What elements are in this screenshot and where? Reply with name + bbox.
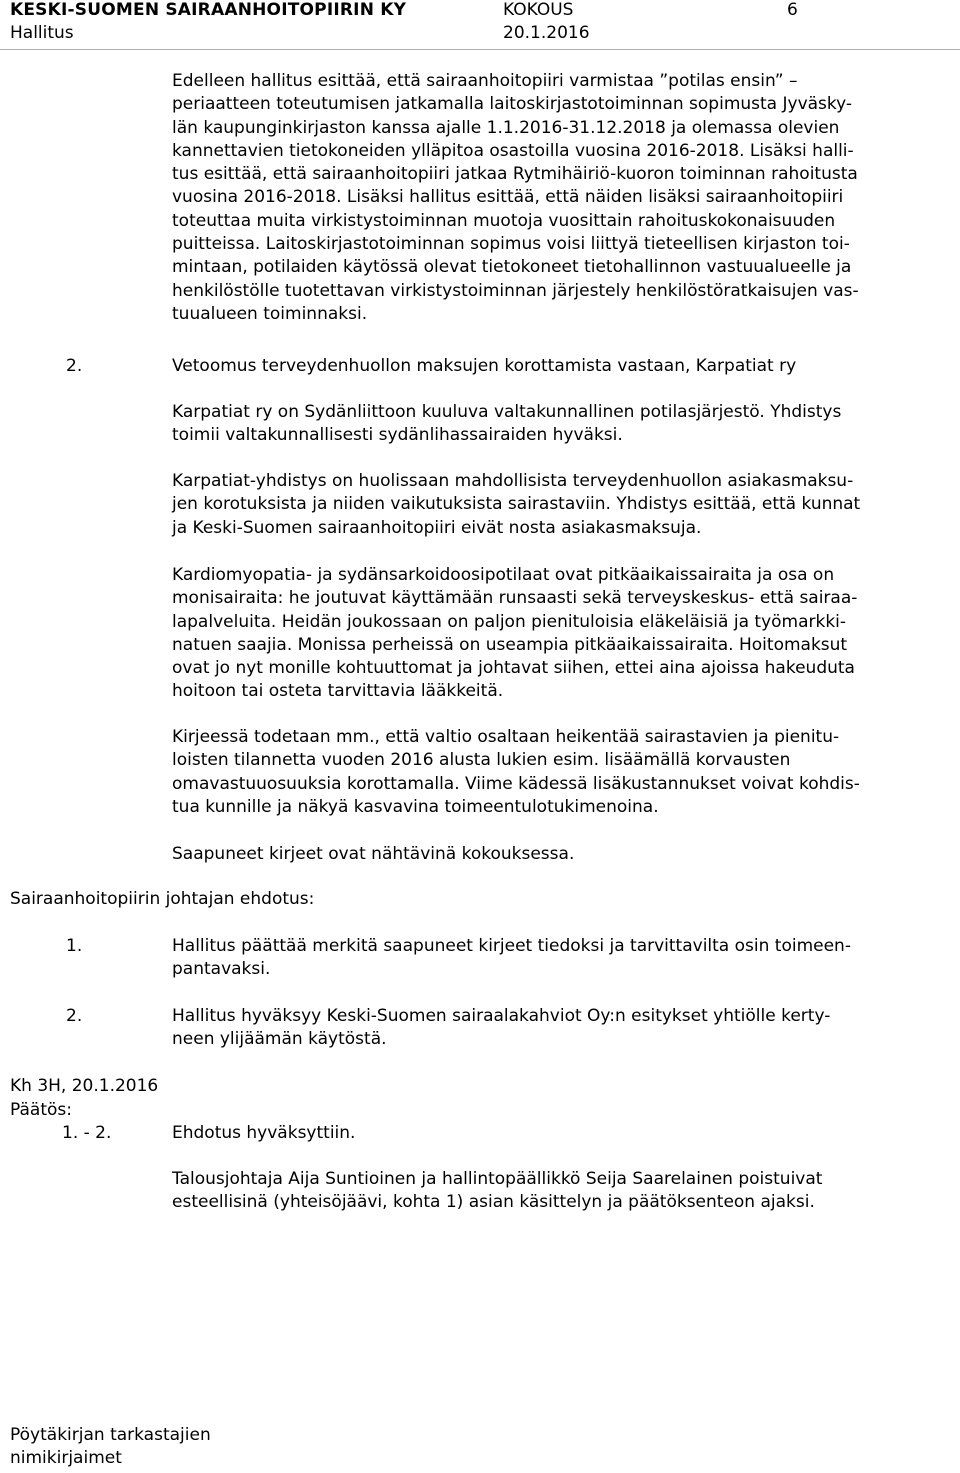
text-line: Talousjohtaja Aija Suntioinen ja hallintopäällikkö Seija Saarelainen poistuivat [172,1169,823,1189]
text-line: Karpatiat-yhdistys on huolissaan mahdollisista terveydenhuollon asiakasmaksu- [172,471,854,491]
item-title: Vetoomus terveydenhuollon maksujen korottamista vastaan, Karpatiat ry [172,356,797,376]
header-meeting-type: KOKOUS [503,0,574,20]
text-line: esteellisinä (yhteisöjäävi, kohta 1) asian käsittelyn ja päätöksenteon ajaksi. [172,1192,815,1213]
footer-signature-label [10,1424,211,1471]
text-line: puitteissa. Laitoskirjastotoiminnan sopimus voisi liittyä tieteellisen kirjaston toi- [172,234,850,255]
text-line: nimikirjaimet [10,1448,122,1469]
decision-range: 1. - 2. [62,1123,112,1143]
text-line: omavastuuosuuksia korottamalla. Viime kädessä lisäkustannukset voivat kohdis- [172,773,860,794]
text-line: län kaupunginkirjaston kanssa ajalle 1.1.2016-31.12.2018 ja olemassa olevien [172,117,840,138]
text-line: mintaan, potilaiden käytössä olevat tietokoneet tietohallinnon vastuualueelle ja [172,257,852,278]
proposal-number: 1. [66,936,83,956]
proposal-text [172,1005,952,1052]
text-line: vuosina 2016-2018. Lisäksi hallitus esittää, että näiden lisäksi sairaanhoitopiiri [172,187,844,208]
decision-reference: Kh 3H, 20.1.2016 [10,1076,159,1096]
text-line: tua kunnille ja näkyä kasvavina toimeentulotukimenoina. [172,796,659,817]
text-line: tus esittää, että sairaanhoitopiiri jatkaa Rytmihäiriö-kuoron toiminnan rahoitusta [172,164,858,185]
text-line: Karpatiat ry on Sydänliittoon kuuluva valtakunnallinen potilasjärjestö. Yhdistys [172,402,842,422]
paragraph-3 [172,564,952,704]
text-line: henkilöstölle tuotettavan virkistystoiminnan järjestely henkilöstöratkaisujen vas- [172,280,859,301]
header-date: 20.1.2016 [503,23,590,43]
text-line: Pöytäkirjan tarkastajien [10,1425,211,1445]
proposal-heading: Sairaanhoitopiirin johtajan ehdotus: [10,889,315,909]
text-line: ja Keski-Suomen sairaanhoitopiiri eivät nosta asiakasmaksuja. [172,517,702,538]
text-line: loisten tilannetta vuoden 2016 alusta lukien esim. lisäämällä korvausten [172,750,791,771]
decision-note [172,1168,952,1215]
header-organization: KESKI-SUOMEN SAIRAANHOITOPIIRIN KY [10,0,407,20]
text-line: Hallitus päättää merkitä saapuneet kirjeet tiedoksi ja tarvittavilta osin toimeen- [172,936,851,956]
proposal-number: 2. [66,1006,83,1026]
text-line: Edelleen hallitus esittää, että sairaanhoitopiiri varmistaa ”potilas ensin” – [172,71,798,91]
item-number: 2. [66,356,83,376]
text-line: neen ylijäämän käytöstä. [172,1029,387,1050]
text-line: toteuttaa muita virkistystoiminnan muotoja vuosittain rahoituskokonaisuuden [172,210,836,231]
header-divider [0,49,960,50]
text-line: Hallitus hyväksyy Keski-Suomen sairaalakahviot Oy:n esitykset yhtiölle kerty- [172,1006,831,1026]
text-line: natuen saajia. Monissa perheissä on useampia pitkäaikaissairaita. Hoitomaksut [172,634,848,655]
text-line: ovat jo nyt monille kohtuuttomat ja johtavat siihen, ettei aina ajoissa hakeuduta [172,658,855,679]
paragraph-4 [172,726,952,819]
decision-text: Ehdotus hyväksyttiin. [172,1123,356,1143]
proposal-text [172,935,952,982]
text-line: pantavaksi. [172,959,271,980]
text-line: Kardiomyopatia- ja sydänsarkoidoosipotilaat ovat pitkäaikaissairaita ja osa on [172,565,835,585]
text-line: lapalveluita. Heidän joukossaan on paljon pienituloisia eläkeläisiä ja työmarkki- [172,611,847,632]
intro-paragraph [172,70,952,326]
text-line: periaatteen toteutumisen jatkamalla laitoskirjastotoiminnan sopimusta Jyväsky- [172,94,853,115]
header-body-name: Hallitus [10,23,74,43]
paragraph-1 [172,401,952,448]
text-line: monisairaita: he joutuvat käyttämään runsaasti sekä terveyskeskus- että sairaa- [172,588,858,609]
text-line: hoitoon tai osteta tarvittavia lääkkeitä. [172,681,504,702]
paragraph-5: Saapuneet kirjeet ovat nähtävinä kokouksessa. [172,844,575,864]
text-line: toimii valtakunnallisesti sydänlihassairaiden hyväksi. [172,425,623,446]
text-line: Kirjeessä todetaan mm., että valtio osaltaan heikentää sairastavien ja pienitu- [172,727,840,747]
text-line: jen korotuksista ja niiden vaikutuksista sairastaviin. Yhdistys esittää, että kunnat [172,494,861,515]
text-line: kannettavien tietokoneiden ylläpitoa osastoilla vuosina 2016-2018. Lisäksi halli- [172,140,854,161]
paragraph-2 [172,470,952,540]
text-line: tuualueen toiminnaksi. [172,303,368,324]
page-number: 6 [787,0,798,20]
decision-label: Päätös: [10,1100,72,1120]
